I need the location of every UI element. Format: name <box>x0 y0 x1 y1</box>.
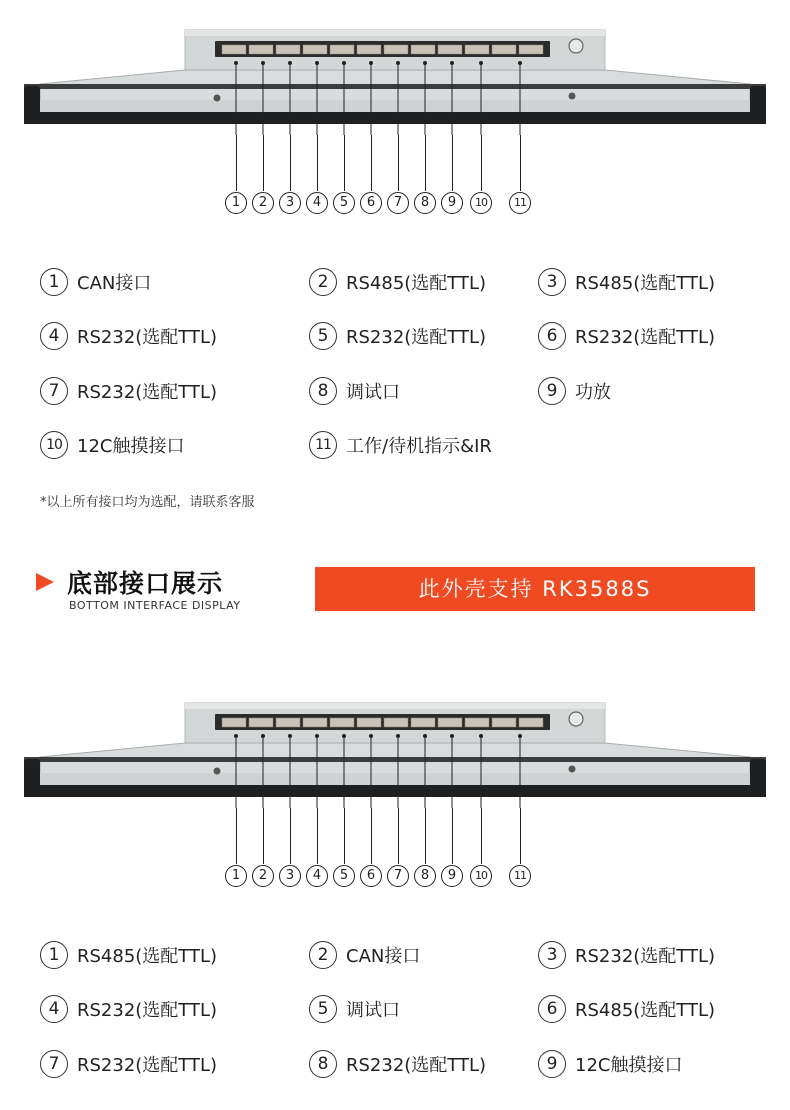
leader-dot <box>396 61 400 65</box>
bezel-bottom-edge <box>24 112 766 124</box>
housing-highlight <box>185 703 605 709</box>
leader-line <box>520 135 521 191</box>
connector-port <box>519 45 543 54</box>
connector-port <box>411 718 435 727</box>
connector-port <box>384 45 408 54</box>
item-number-badge: 7 <box>40 377 68 405</box>
item-label: CAN接口 <box>346 946 421 967</box>
leader-dot <box>288 734 292 738</box>
screw-icon <box>214 95 221 102</box>
callout-number: 1 <box>225 865 247 887</box>
connector-port <box>222 45 246 54</box>
leader-line <box>290 808 291 864</box>
connector-port <box>222 718 246 727</box>
item-label: RS232(选配TTL) <box>77 382 218 403</box>
connector-port <box>492 718 516 727</box>
item-number-badge: 3 <box>538 941 566 969</box>
leader-line <box>481 808 482 864</box>
item-number-badge: 10 <box>40 431 68 459</box>
leader-dot <box>518 61 522 65</box>
device-illustration <box>0 0 790 135</box>
screw-icon <box>569 766 576 773</box>
item-number-badge: 4 <box>40 995 68 1023</box>
legend-item <box>309 429 492 461</box>
leader-dot <box>288 61 292 65</box>
legend-item <box>40 320 217 352</box>
legend-item <box>40 429 184 461</box>
connector-port <box>357 718 381 727</box>
port-callouts-2 <box>0 864 790 904</box>
leader-dot <box>450 61 454 65</box>
callout-number: 10 <box>470 192 492 214</box>
bezel-top-edge <box>24 757 766 762</box>
interface-section-1 <box>0 0 790 520</box>
legend-item <box>309 1048 486 1080</box>
callout-number: 11 <box>509 865 531 887</box>
connector-port <box>438 718 462 727</box>
leader-line <box>452 808 453 864</box>
leader-line <box>371 135 372 191</box>
item-label: 工作/待机指示&IR <box>346 436 492 457</box>
item-number-badge: 11 <box>309 431 337 459</box>
legend-item <box>40 266 151 298</box>
leader-line <box>398 135 399 191</box>
connector-port <box>465 45 489 54</box>
leader-dot <box>423 61 427 65</box>
leader-dot <box>315 61 319 65</box>
heading-subtitle: BOTTOM INTERFACE DISPLAY <box>69 599 241 612</box>
leader-line <box>425 808 426 864</box>
leader-line <box>344 808 345 864</box>
callout-number: 3 <box>279 865 301 887</box>
leader-dot <box>479 734 483 738</box>
callout-number: 5 <box>333 865 355 887</box>
legend-item <box>309 993 400 1025</box>
legend-item <box>309 375 400 407</box>
callout-number: 11 <box>509 192 531 214</box>
leader-dot <box>450 734 454 738</box>
connector-port <box>303 718 327 727</box>
leader-line <box>481 135 482 191</box>
item-label: RS232(选配TTL) <box>575 946 716 967</box>
item-label: 调试口 <box>346 382 400 403</box>
button-icon <box>569 712 583 726</box>
legend-item <box>538 375 611 407</box>
screw-icon <box>569 93 576 100</box>
legend-item <box>40 375 217 407</box>
leader-dot <box>315 734 319 738</box>
legend-item <box>40 939 217 971</box>
legend-item <box>309 320 486 352</box>
callout-number: 2 <box>252 865 274 887</box>
leader-dot <box>369 734 373 738</box>
play-triangle-icon <box>36 573 54 591</box>
connector-port <box>492 45 516 54</box>
leader-line <box>317 808 318 864</box>
bezel-bottom-edge <box>24 785 766 797</box>
callout-number: 5 <box>333 192 355 214</box>
connector-port <box>276 45 300 54</box>
item-number-badge: 2 <box>309 941 337 969</box>
item-label: RS485(选配TTL) <box>346 273 487 294</box>
leader-line <box>398 808 399 864</box>
item-label: 12C触摸接口 <box>77 436 185 457</box>
callout-number: 4 <box>306 192 328 214</box>
leader-line <box>263 135 264 191</box>
callout-number: 6 <box>360 865 382 887</box>
leader-dot <box>234 734 238 738</box>
legend-item <box>538 266 715 298</box>
bezel-top-edge <box>24 84 766 89</box>
port-callouts-1 <box>0 191 790 231</box>
item-label: RS232(选配TTL) <box>77 1055 218 1076</box>
leader-dot <box>261 61 265 65</box>
callout-number: 4 <box>306 865 328 887</box>
item-number-badge: 1 <box>40 941 68 969</box>
leader-line <box>317 135 318 191</box>
legend-item <box>40 1048 217 1080</box>
callout-number: 9 <box>441 865 463 887</box>
legend-item <box>40 993 217 1025</box>
section-heading <box>0 560 790 620</box>
leader-dot <box>342 734 346 738</box>
legend-item <box>538 939 715 971</box>
bezel-lower-face <box>40 773 750 785</box>
connector-port <box>519 718 543 727</box>
item-label: RS232(选配TTL) <box>575 327 716 348</box>
item-number-badge: 9 <box>538 1050 566 1078</box>
leader-line <box>425 135 426 191</box>
connector-port <box>276 718 300 727</box>
leader-dot <box>342 61 346 65</box>
connector-port <box>249 45 273 54</box>
callout-number: 1 <box>225 192 247 214</box>
callout-number: 9 <box>441 192 463 214</box>
leader-line <box>263 808 264 864</box>
connector-port <box>465 718 489 727</box>
item-label: RS485(选配TTL) <box>575 1000 716 1021</box>
legend-item <box>538 320 715 352</box>
item-number-badge: 1 <box>40 268 68 296</box>
leader-dot <box>423 734 427 738</box>
legend-item <box>309 266 486 298</box>
callout-number: 2 <box>252 192 274 214</box>
connector-port <box>384 718 408 727</box>
item-number-badge: 5 <box>309 322 337 350</box>
item-number-badge: 9 <box>538 377 566 405</box>
connector-port <box>303 45 327 54</box>
bezel-lower-face <box>40 100 750 112</box>
device-bottom-view-2 <box>0 673 790 808</box>
legend-item <box>538 1048 682 1080</box>
optional-note: *以上所有接口均为选配，请联系客服 <box>40 495 255 510</box>
leader-dot <box>261 734 265 738</box>
leader-dot <box>234 61 238 65</box>
leader-dot <box>479 61 483 65</box>
leader-line <box>290 135 291 191</box>
leader-line <box>344 135 345 191</box>
device-bottom-view-1 <box>0 0 790 135</box>
screw-icon <box>214 768 221 775</box>
leader-line <box>452 135 453 191</box>
leader-line <box>236 135 237 191</box>
leader-line <box>236 808 237 864</box>
connector-port <box>438 45 462 54</box>
housing-highlight <box>185 30 605 36</box>
callout-number: 7 <box>387 192 409 214</box>
connector-port <box>411 45 435 54</box>
item-number-badge: 5 <box>309 995 337 1023</box>
callout-number: 10 <box>470 865 492 887</box>
leader-dot <box>518 734 522 738</box>
callout-number: 3 <box>279 192 301 214</box>
item-number-badge: 8 <box>309 377 337 405</box>
item-label: 12C触摸接口 <box>575 1055 683 1076</box>
item-label: RS232(选配TTL) <box>77 327 218 348</box>
item-number-badge: 7 <box>40 1050 68 1078</box>
device-illustration <box>0 673 790 808</box>
interface-section-2 <box>0 673 790 1110</box>
leader-line <box>520 808 521 864</box>
connector-port <box>249 718 273 727</box>
item-label: RS232(选配TTL) <box>77 1000 218 1021</box>
item-number-badge: 4 <box>40 322 68 350</box>
support-banner: 此外壳支持 RK3588S <box>315 567 755 611</box>
item-label: 功放 <box>575 382 611 403</box>
legend-item <box>309 939 420 971</box>
item-label: RS485(选配TTL) <box>77 946 218 967</box>
item-number-badge: 8 <box>309 1050 337 1078</box>
connector-port <box>357 45 381 54</box>
leader-dot <box>369 61 373 65</box>
connector-port <box>330 45 354 54</box>
callout-number: 6 <box>360 192 382 214</box>
callout-number: 8 <box>414 192 436 214</box>
connector-port <box>330 718 354 727</box>
callout-number: 7 <box>387 865 409 887</box>
item-number-badge: 6 <box>538 322 566 350</box>
item-number-badge: 3 <box>538 268 566 296</box>
item-label: RS232(选配TTL) <box>346 327 487 348</box>
item-label: RS232(选配TTL) <box>346 1055 487 1076</box>
item-label: CAN接口 <box>77 273 152 294</box>
legend-item <box>538 993 715 1025</box>
button-icon <box>569 39 583 53</box>
callout-number: 8 <box>414 865 436 887</box>
leader-line <box>371 808 372 864</box>
leader-dot <box>396 734 400 738</box>
item-number-badge: 6 <box>538 995 566 1023</box>
item-label: RS485(选配TTL) <box>575 273 716 294</box>
item-number-badge: 2 <box>309 268 337 296</box>
heading-title: 底部接口展示 <box>67 569 224 598</box>
item-label: 调试口 <box>346 1000 400 1021</box>
